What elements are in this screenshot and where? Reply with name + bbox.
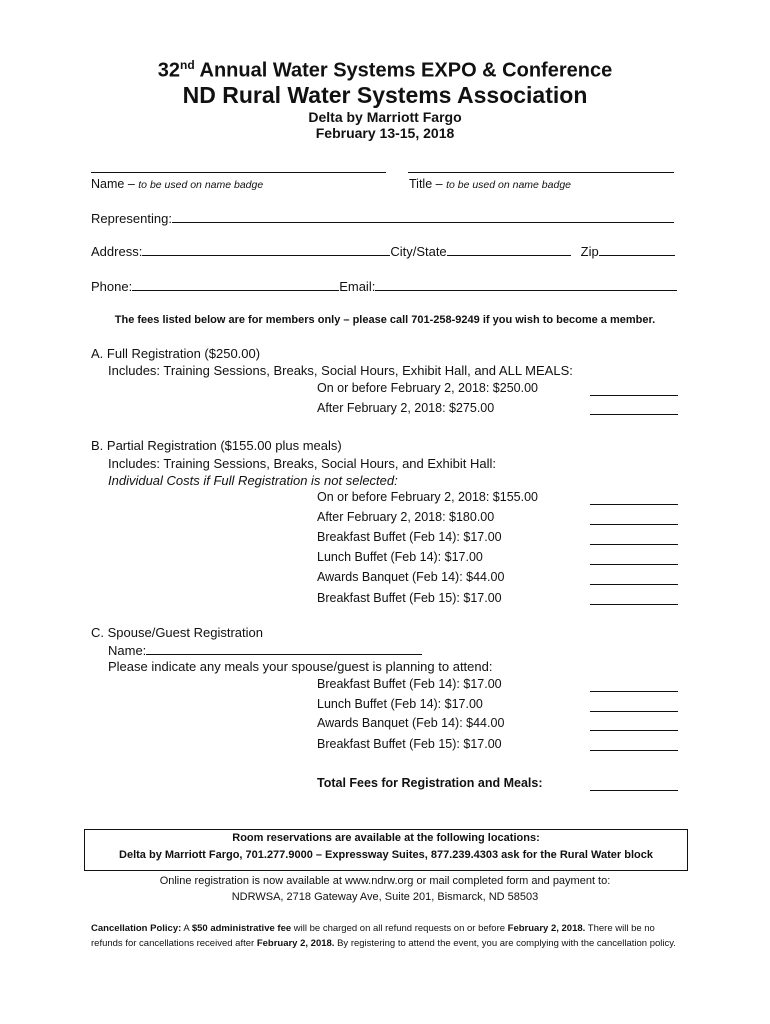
section-c-item: Awards Banquet (Feb 14): $44.00: [317, 716, 505, 730]
mailing-address: NDRWSA, 2718 Gateway Ave, Suite 201, Bismarck, ND 58503: [231, 891, 539, 903]
section-b-note: Individual Costs if Full Registration is not selected:: [108, 473, 398, 488]
address-row: Address: City/State Zip: [91, 243, 675, 259]
guest-meals-prompt: Please indicate any meals your spouse/guest is planning to attend:: [108, 659, 493, 674]
name-label: Name – to be used on name badge: [91, 177, 264, 191]
city-state-field[interactable]: [447, 243, 571, 256]
event-dates: February 13-15, 2018: [315, 125, 455, 141]
conference-title: 32nd Annual Water Systems EXPO & Conference: [157, 58, 613, 82]
section-a-amount-field[interactable]: [590, 395, 678, 396]
guest-name-row: Name:: [108, 642, 422, 658]
rooms-line-1: Room reservations are available at the following locations:: [232, 832, 540, 844]
phone-field[interactable]: [132, 278, 339, 291]
section-a-item: On or before February 2, 2018: $250.00: [317, 381, 538, 395]
guest-name-field[interactable]: [146, 642, 422, 655]
address-field[interactable]: [142, 243, 390, 256]
rooms-line-2: Delta by Marriott Fargo, 701.277.9000 – Expressway Suites, 877.239.4303 ask for the Rural Water block: [119, 849, 653, 861]
representing-row: Representing:: [91, 210, 674, 226]
section-b-amount-field[interactable]: [590, 504, 678, 505]
total-label: Total Fees for Registration and Meals:: [317, 776, 543, 790]
fees-note: The fees listed below are for members only – please call 701-258-9249 if you wish to become a member.: [114, 314, 656, 326]
organization-title: ND Rural Water Systems Association: [182, 82, 588, 108]
section-b-amount-field[interactable]: [590, 604, 678, 605]
phone-email-row: Phone: Email:: [91, 278, 677, 294]
zip-field[interactable]: [599, 243, 675, 256]
section-c-item: Lunch Buffet (Feb 14): $17.00: [317, 697, 483, 711]
section-c-amount-field[interactable]: [590, 730, 678, 731]
section-b-item: Lunch Buffet (Feb 14): $17.00: [317, 550, 483, 564]
section-b-amount-field[interactable]: [590, 584, 678, 585]
section-b-amount-field[interactable]: [590, 544, 678, 545]
section-c-heading: C. Spouse/Guest Registration: [91, 625, 263, 640]
room-reservations-box: [84, 829, 688, 871]
section-c-amount-field[interactable]: [590, 711, 678, 712]
section-b-amount-field[interactable]: [590, 524, 678, 525]
section-b-item: Breakfast Buffet (Feb 15): $17.00: [317, 591, 502, 605]
section-b-item: Breakfast Buffet (Feb 14): $17.00: [317, 530, 502, 544]
section-b-includes: Includes: Training Sessions, Breaks, Social Hours, and Exhibit Hall:: [108, 456, 497, 471]
total-amount-field[interactable]: [590, 790, 678, 791]
name-field[interactable]: [91, 172, 386, 173]
section-c-amount-field[interactable]: [590, 691, 678, 692]
representing-field[interactable]: [172, 210, 674, 223]
section-b-heading: B. Partial Registration ($155.00 plus meals): [91, 438, 342, 453]
section-b-item: After February 2, 2018: $180.00: [317, 510, 495, 524]
section-b-item: Awards Banquet (Feb 14): $44.00: [317, 570, 505, 584]
section-a-heading: A. Full Registration ($250.00): [91, 346, 261, 361]
section-a-includes: Includes: Training Sessions, Breaks, Social Hours, Exhibit Hall, and ALL MEALS:: [108, 363, 573, 378]
venue: Delta by Marriott Fargo: [308, 109, 462, 125]
title-label: Title – to be used on name badge: [409, 177, 571, 191]
section-a-item: After February 2, 2018: $275.00: [317, 401, 495, 415]
section-c-item: Breakfast Buffet (Feb 15): $17.00: [317, 737, 502, 751]
section-b-amount-field[interactable]: [590, 564, 678, 565]
section-b-item: On or before February 2, 2018: $155.00: [317, 490, 538, 504]
online-registration-note: Online registration is now available at www.ndrw.org or mail completed form and payment to:: [159, 875, 611, 887]
cancellation-policy: Cancellation Policy: A $50 administrative fee will be charged on all refund requests on or before February 2, 2018. There will be no refunds for cancellations received after February 2, 2018. By registering to attend the event, you are complying with the cancellation policy.: [91, 923, 676, 949]
section-a-amount-field[interactable]: [590, 414, 678, 415]
title-field[interactable]: [408, 172, 674, 173]
section-c-amount-field[interactable]: [590, 750, 678, 751]
email-field[interactable]: [375, 278, 677, 291]
section-c-item: Breakfast Buffet (Feb 14): $17.00: [317, 677, 502, 691]
